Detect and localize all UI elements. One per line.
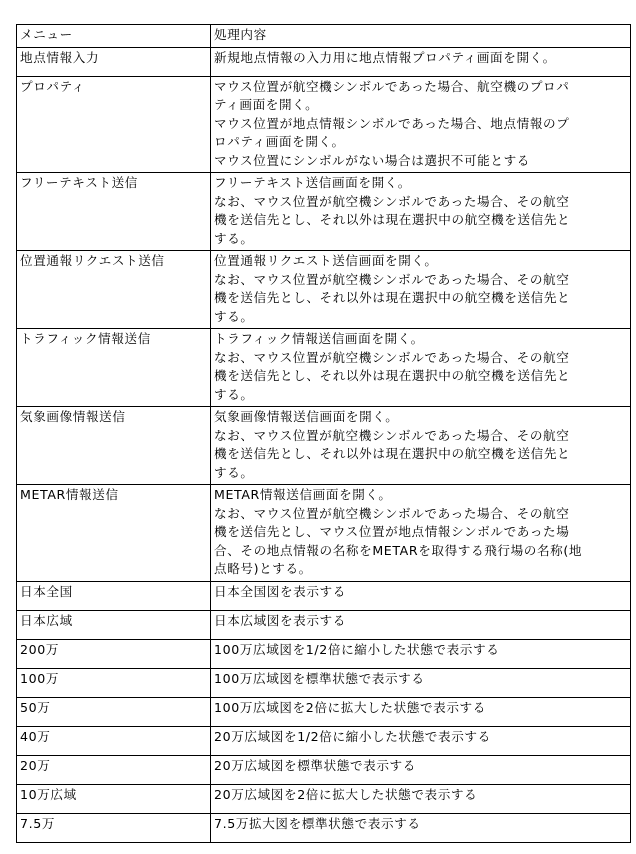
- menu-cell: 地点情報入力: [17, 47, 211, 76]
- description-cell: [211, 76, 631, 173]
- description-line: ロパティ画面を開く。: [214, 134, 345, 149]
- description-line: なお、マウス位置が航空機シンボルであった場合、その航空: [214, 349, 570, 365]
- table-row: [17, 755, 631, 784]
- header-content: 処理内容: [211, 25, 631, 48]
- menu-table: [16, 24, 631, 843]
- menu-cell: 20万: [17, 755, 211, 784]
- description-line: 日本広域図を表示する: [214, 612, 346, 628]
- description-cell: [211, 329, 631, 407]
- table-row: [17, 697, 631, 726]
- table-row: [17, 251, 631, 329]
- header-row: [17, 25, 631, 48]
- description-line: する。: [214, 464, 254, 480]
- description-line: 機を送信先とし、それ以外は現在選択中の航空機を送信先と: [214, 368, 571, 383]
- description-line: 7.5万拡大図を標準状態で表示する: [214, 815, 421, 831]
- menu-cell: 日本広域: [17, 610, 211, 639]
- description-line: 機を送信先とし、マウス位置が地点情報シンボルであった場: [214, 524, 570, 539]
- header-menu: メニュー: [17, 25, 211, 48]
- description-cell: [211, 697, 631, 726]
- description-cell: [211, 407, 631, 485]
- description-line: 合、その地点情報の名称をMETARを取得する飛行場の名称(地: [214, 542, 583, 558]
- description-line: ティ画面を開く。: [214, 97, 319, 112]
- description-cell: [211, 755, 631, 784]
- description-line: なお、マウス位置が航空機シンボルであった場合、その航空: [214, 271, 570, 287]
- description-cell: [211, 251, 631, 329]
- table-row: [17, 581, 631, 610]
- description-line: 気象画像情報送信画面を開く。: [214, 409, 399, 424]
- description-line: マウス位置が航空機シンボルであった場合、航空機のプロパ: [214, 78, 570, 94]
- menu-cell: 40万: [17, 726, 211, 755]
- menu-cell: 気象画像情報送信: [17, 407, 211, 485]
- description-line: する。: [214, 308, 254, 324]
- table-row: [17, 784, 631, 813]
- description-cell: [211, 610, 631, 639]
- description-cell: [211, 813, 631, 842]
- description-cell: [211, 173, 631, 251]
- description-line: METAR情報送信画面を開く。: [214, 487, 392, 502]
- menu-cell: 日本全国: [17, 581, 211, 610]
- table-row: [17, 813, 631, 842]
- description-cell: [211, 47, 631, 76]
- description-line: 20万広域図を1/2倍に縮小した状態で表示する: [214, 728, 491, 744]
- description-line: 新規地点情報の入力用に地点情報プロパティ画面を開く。: [214, 49, 556, 65]
- table-row: [17, 173, 631, 251]
- table-row: [17, 47, 631, 76]
- description-line: 機を送信先とし、それ以外は現在選択中の航空機を送信先と: [214, 446, 571, 461]
- description-line: 機を送信先とし、それ以外は現在選択中の航空機を送信先と: [214, 212, 571, 227]
- description-line: する。: [214, 230, 254, 246]
- description-line: する。: [214, 386, 254, 402]
- description-line: 100万広域図を2倍に拡大した状態で表示する: [214, 699, 486, 715]
- description-line: 点略号)とする。: [214, 561, 312, 576]
- menu-cell: 7.5万: [17, 813, 211, 842]
- description-line: 日本全国図を表示する: [214, 583, 346, 599]
- table-row: [17, 639, 631, 668]
- description-cell: [211, 639, 631, 668]
- menu-cell: 200万: [17, 639, 211, 668]
- table-row: [17, 407, 631, 485]
- table-row: [17, 485, 631, 582]
- menu-cell: トラフィック情報送信: [17, 329, 211, 407]
- menu-cell: METAR情報送信: [17, 485, 211, 582]
- description-line: フリーテキスト送信画面を開く。: [214, 175, 411, 190]
- description-cell: [211, 726, 631, 755]
- description-line: 20万広域図を2倍に拡大した状態で表示する: [214, 786, 478, 802]
- menu-cell: 位置通報リクエスト送信: [17, 251, 211, 329]
- table-body: [17, 25, 631, 843]
- menu-cell: 50万: [17, 697, 211, 726]
- description-line: 位置通報リクエスト送信画面を開く。: [214, 253, 438, 268]
- description-line: なお、マウス位置が航空機シンボルであった場合、その航空: [214, 193, 570, 209]
- description-cell: [211, 581, 631, 610]
- description-cell: [211, 668, 631, 697]
- menu-cell: 100万: [17, 668, 211, 697]
- description-line: マウス位置にシンボルがない場合は選択不可能とする: [214, 152, 530, 168]
- table-row: [17, 726, 631, 755]
- description-line: マウス位置が地点情報シンボルであった場合、地点情報のプ: [214, 115, 570, 131]
- description-line: 100万広域図を1/2倍に縮小した状態で表示する: [214, 641, 500, 657]
- description-line: なお、マウス位置が航空機シンボルであった場合、その航空: [214, 427, 570, 443]
- description-line: 20万広域図を標準状態で表示する: [214, 757, 416, 773]
- menu-cell: プロパティ: [17, 76, 211, 173]
- table-row: [17, 668, 631, 697]
- description-line: 100万広域図を標準状態で表示する: [214, 670, 425, 686]
- description-cell: [211, 485, 631, 582]
- description-line: 機を送信先とし、それ以外は現在選択中の航空機を送信先と: [214, 290, 571, 305]
- description-line: トラフィック情報送信画面を開く。: [214, 331, 424, 346]
- table-row: [17, 610, 631, 639]
- table-row: [17, 329, 631, 407]
- menu-cell: 10万広域: [17, 784, 211, 813]
- table-row: [17, 76, 631, 173]
- description-line: なお、マウス位置が航空機シンボルであった場合、その航空: [214, 505, 570, 521]
- menu-cell: フリーテキスト送信: [17, 173, 211, 251]
- description-cell: [211, 784, 631, 813]
